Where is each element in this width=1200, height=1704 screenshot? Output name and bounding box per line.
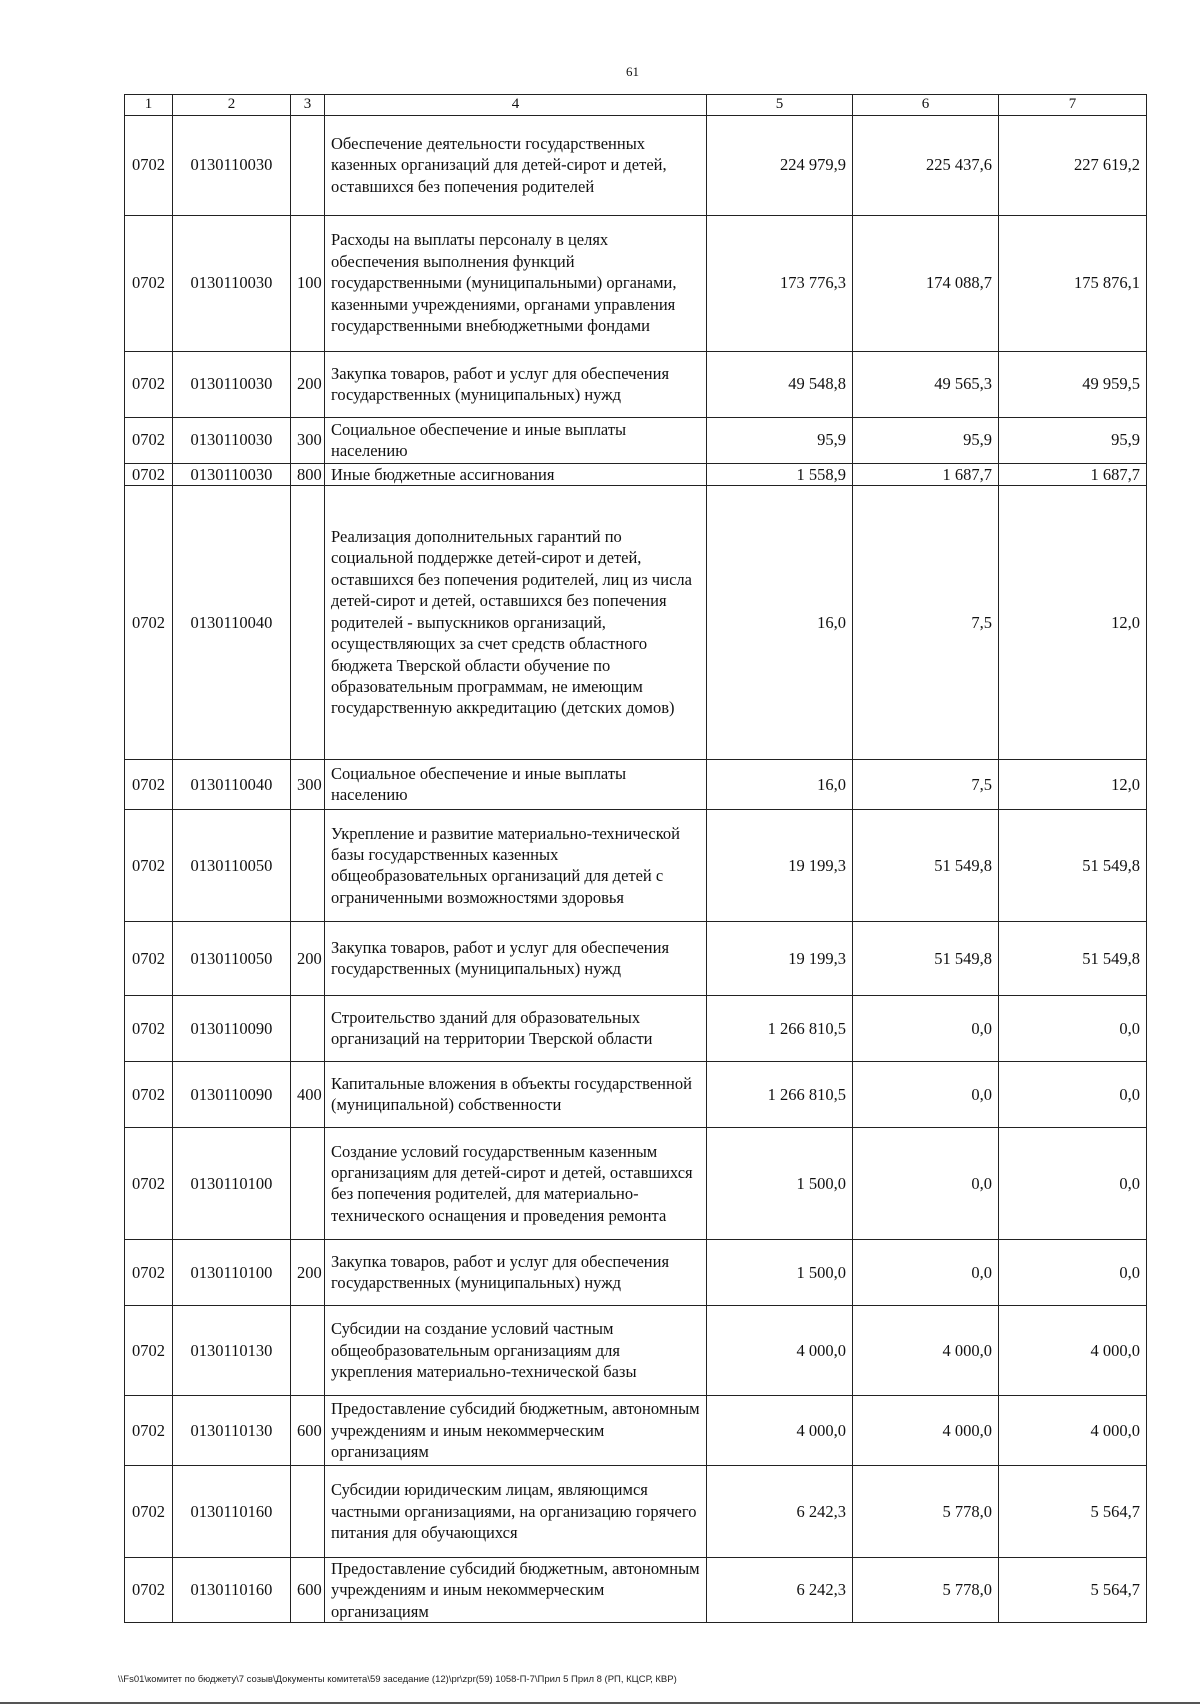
target-code: 0130110130 — [173, 1395, 291, 1465]
table-row — [125, 1395, 1147, 1465]
item-name: Закупка товаров, работ и услуг для обеспечения государственных (муниципальных) нужд — [325, 351, 707, 417]
section-code: 0702 — [125, 1305, 173, 1395]
table-row — [125, 215, 1147, 351]
amount-year-3: 4 000,0 — [999, 1395, 1147, 1465]
amount-year-2: 7,5 — [853, 759, 999, 809]
expense-type-code — [291, 485, 325, 759]
expense-type-code: 300 — [291, 759, 325, 809]
amount-year-1: 1 266 810,5 — [707, 995, 853, 1061]
table-row — [125, 1305, 1147, 1395]
expense-type-code — [291, 995, 325, 1061]
item-name: Субсидии юридическим лицам, являющимся частными организациями, на организацию горячего питания для обучающихся — [325, 1465, 707, 1557]
amount-year-3: 227 619,2 — [999, 115, 1147, 215]
col-header-7: 7 — [999, 95, 1147, 116]
expense-type-code: 200 — [291, 1239, 325, 1305]
expense-type-code: 300 — [291, 417, 325, 463]
amount-year-2: 49 565,3 — [853, 351, 999, 417]
item-name: Предоставление субсидий бюджетным, автономным учреждениям и иным некоммерческим организациям — [325, 1395, 707, 1465]
amount-year-2: 0,0 — [853, 1127, 999, 1239]
section-code: 0702 — [125, 1061, 173, 1127]
amount-year-3: 0,0 — [999, 1061, 1147, 1127]
target-code: 0130110090 — [173, 1061, 291, 1127]
amount-year-3: 51 549,8 — [999, 809, 1147, 921]
expense-type-code — [291, 1127, 325, 1239]
amount-year-2: 4 000,0 — [853, 1305, 999, 1395]
item-name: Укрепление и развитие материально-технической базы государственных казенных общеобразовательных организаций для детей с ограниченными возможностями здоровья — [325, 809, 707, 921]
col-header-5: 5 — [707, 95, 853, 116]
section-code: 0702 — [125, 1127, 173, 1239]
item-name: Обеспечение деятельности государственных казенных организаций для детей-сирот и детей, оставшихся без попечения родителей — [325, 115, 707, 215]
amount-year-1: 19 199,3 — [707, 809, 853, 921]
section-code: 0702 — [125, 215, 173, 351]
amount-year-1: 6 242,3 — [707, 1465, 853, 1557]
table-row — [125, 1127, 1147, 1239]
expense-type-code: 100 — [291, 215, 325, 351]
amount-year-1: 1 558,9 — [707, 463, 853, 485]
section-code: 0702 — [125, 115, 173, 215]
amount-year-3: 4 000,0 — [999, 1305, 1147, 1395]
target-code: 0130110030 — [173, 463, 291, 485]
amount-year-3: 5 564,7 — [999, 1557, 1147, 1622]
item-name: Расходы на выплаты персоналу в целях обеспечения выполнения функций государственными (муниципальными) органами, казенными учреждениями, органами управления государственными внебюджетными фондами — [325, 215, 707, 351]
amount-year-2: 5 778,0 — [853, 1465, 999, 1557]
table-row — [125, 1465, 1147, 1557]
amount-year-2: 51 549,8 — [853, 921, 999, 995]
target-code: 0130110050 — [173, 921, 291, 995]
amount-year-3: 0,0 — [999, 1239, 1147, 1305]
amount-year-3: 51 549,8 — [999, 921, 1147, 995]
expense-type-code: 200 — [291, 921, 325, 995]
section-code: 0702 — [125, 809, 173, 921]
amount-year-1: 6 242,3 — [707, 1557, 853, 1622]
item-name: Субсидии на создание условий частным общеобразовательным организациям для укрепления материально-технической базы — [325, 1305, 707, 1395]
table-row — [125, 115, 1147, 215]
amount-year-3: 175 876,1 — [999, 215, 1147, 351]
section-code: 0702 — [125, 1465, 173, 1557]
amount-year-2: 225 437,6 — [853, 115, 999, 215]
target-code: 0130110100 — [173, 1127, 291, 1239]
expense-type-code: 800 — [291, 463, 325, 485]
section-code: 0702 — [125, 1557, 173, 1622]
target-code: 0130110090 — [173, 995, 291, 1061]
amount-year-2: 0,0 — [853, 1061, 999, 1127]
target-code: 0130110040 — [173, 759, 291, 809]
table-row — [125, 351, 1147, 417]
table-row — [125, 995, 1147, 1061]
amount-year-1: 1 500,0 — [707, 1127, 853, 1239]
table-row — [125, 1239, 1147, 1305]
amount-year-1: 16,0 — [707, 759, 853, 809]
target-code: 0130110130 — [173, 1305, 291, 1395]
target-code: 0130110160 — [173, 1557, 291, 1622]
item-name: Социальное обеспечение и иные выплаты населению — [325, 759, 707, 809]
item-name: Закупка товаров, работ и услуг для обеспечения государственных (муниципальных) нужд — [325, 1239, 707, 1305]
amount-year-2: 174 088,7 — [853, 215, 999, 351]
amount-year-3: 1 687,7 — [999, 463, 1147, 485]
table-row — [125, 809, 1147, 921]
amount-year-1: 95,9 — [707, 417, 853, 463]
amount-year-3: 95,9 — [999, 417, 1147, 463]
section-code: 0702 — [125, 485, 173, 759]
table-row — [125, 485, 1147, 759]
table-row — [125, 463, 1147, 485]
amount-year-1: 19 199,3 — [707, 921, 853, 995]
item-name: Закупка товаров, работ и услуг для обеспечения государственных (муниципальных) нужд — [325, 921, 707, 995]
item-name: Предоставление субсидий бюджетным, автономным учреждениям и иным некоммерческим организациям — [325, 1557, 707, 1622]
section-code: 0702 — [125, 1395, 173, 1465]
amount-year-2: 7,5 — [853, 485, 999, 759]
amount-year-2: 0,0 — [853, 1239, 999, 1305]
amount-year-2: 51 549,8 — [853, 809, 999, 921]
col-header-1: 1 — [125, 95, 173, 116]
table-row — [125, 1061, 1147, 1127]
amount-year-1: 49 548,8 — [707, 351, 853, 417]
amount-year-1: 16,0 — [707, 485, 853, 759]
amount-year-2: 0,0 — [853, 995, 999, 1061]
target-code: 0130110160 — [173, 1465, 291, 1557]
table-row — [125, 921, 1147, 995]
column-number-header-row — [125, 95, 1147, 116]
file-path-footer: \\Fs01\комитет по бюджету\7 созыв\Документы комитета\59 заседание (12)\pr\zpr(59) 1058-П-7\Прил 5 Прил 8 (РП, КЦСР, КВР) — [118, 1674, 677, 1685]
amount-year-3: 49 959,5 — [999, 351, 1147, 417]
budget-table — [124, 94, 1147, 1623]
section-code: 0702 — [125, 463, 173, 485]
expense-type-code — [291, 1465, 325, 1557]
target-code: 0130110050 — [173, 809, 291, 921]
item-name: Строительство зданий для образовательных организаций на территории Тверской области — [325, 995, 707, 1061]
item-name: Капитальные вложения в объекты государственной (муниципальной) собственности — [325, 1061, 707, 1127]
table-row — [125, 417, 1147, 463]
amount-year-1: 173 776,3 — [707, 215, 853, 351]
amount-year-1: 224 979,9 — [707, 115, 853, 215]
amount-year-2: 4 000,0 — [853, 1395, 999, 1465]
section-code: 0702 — [125, 417, 173, 463]
col-header-4: 4 — [325, 95, 707, 116]
col-header-6: 6 — [853, 95, 999, 116]
item-name: Социальное обеспечение и иные выплаты населению — [325, 417, 707, 463]
amount-year-3: 5 564,7 — [999, 1465, 1147, 1557]
amount-year-3: 0,0 — [999, 995, 1147, 1061]
section-code: 0702 — [125, 995, 173, 1061]
amount-year-3: 12,0 — [999, 759, 1147, 809]
item-name: Реализация дополнительных гарантий по социальной поддержке детей-сирот и детей, оставшихся без попечения родителей, лиц из числа детей-сирот и детей, оставшихся без попечения родителей - выпускников организаций, осуществляющих за счет средств областного бюджета Тверской области обучение по образовательным программам, не имеющим государственную аккредитацию (детских домов) — [325, 485, 707, 759]
col-header-3: 3 — [291, 95, 325, 116]
amount-year-3: 12,0 — [999, 485, 1147, 759]
item-name: Создание условий государственным казенным организациям для детей-сирот и детей, оставшихся без попечения родителей, для материально-технического оснащения и проведения ремонта — [325, 1127, 707, 1239]
section-code: 0702 — [125, 351, 173, 417]
amount-year-1: 4 000,0 — [707, 1395, 853, 1465]
amount-year-2: 95,9 — [853, 417, 999, 463]
section-code: 0702 — [125, 759, 173, 809]
amount-year-2: 1 687,7 — [853, 463, 999, 485]
section-code: 0702 — [125, 1239, 173, 1305]
expense-type-code — [291, 115, 325, 215]
amount-year-2: 5 778,0 — [853, 1557, 999, 1622]
target-code: 0130110100 — [173, 1239, 291, 1305]
item-name: Иные бюджетные ассигнования — [325, 463, 707, 485]
target-code: 0130110030 — [173, 417, 291, 463]
expense-type-code: 600 — [291, 1557, 325, 1622]
amount-year-3: 0,0 — [999, 1127, 1147, 1239]
target-code: 0130110030 — [173, 115, 291, 215]
amount-year-1: 4 000,0 — [707, 1305, 853, 1395]
target-code: 0130110040 — [173, 485, 291, 759]
expense-type-code — [291, 809, 325, 921]
expense-type-code: 600 — [291, 1395, 325, 1465]
col-header-2: 2 — [173, 95, 291, 116]
expense-type-code — [291, 1305, 325, 1395]
target-code: 0130110030 — [173, 215, 291, 351]
page-number: 61 — [626, 64, 639, 79]
table-row — [125, 1557, 1147, 1622]
target-code: 0130110030 — [173, 351, 291, 417]
amount-year-1: 1 266 810,5 — [707, 1061, 853, 1127]
section-code: 0702 — [125, 921, 173, 995]
expense-type-code: 200 — [291, 351, 325, 417]
table-row — [125, 759, 1147, 809]
amount-year-1: 1 500,0 — [707, 1239, 853, 1305]
expense-type-code: 400 — [291, 1061, 325, 1127]
